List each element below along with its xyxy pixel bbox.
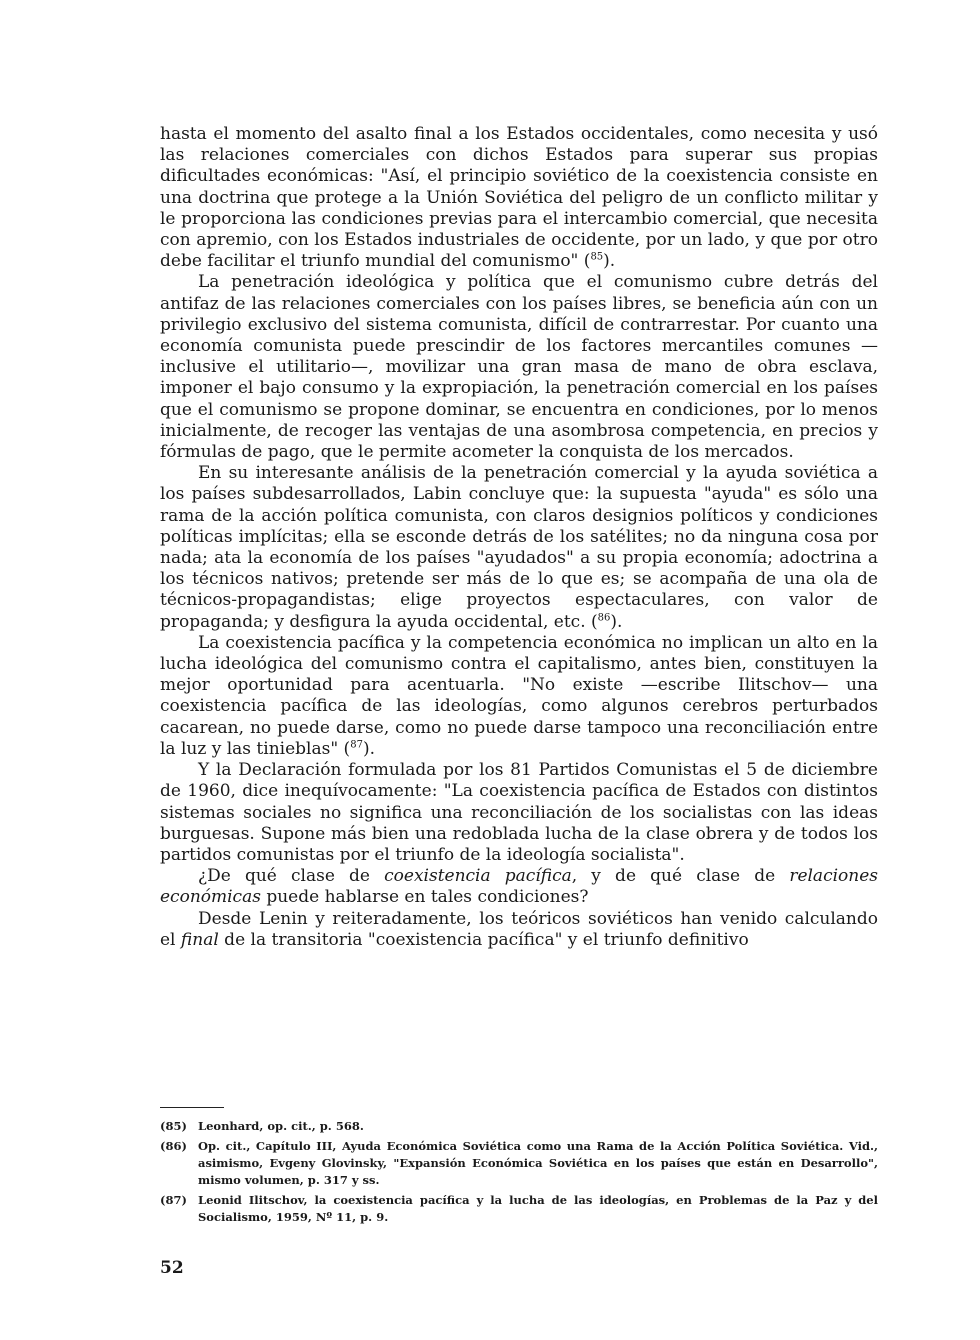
footnote-divider [160, 1107, 224, 1108]
footnote [160, 1138, 878, 1189]
paragraph: La coexistencia pacífica y la competencia económica no implican un alto en la lucha ideológica del comunismo contra el capitalismo, antes bien, constituyen la mejor oportunidad para acentuarla. "No existe —escribe Ilitschov— una coexistencia pacífica de las ideologías, como algunos cerebros perturbados cacarean, no puede darse, como no puede darse tampoco una reconciliación entre la luz y las tinieblas" ($^{87}$). [160, 632, 878, 759]
paragraph: ¿De qué clase de coexistencia pacífica, y de qué clase de relaciones económicas puede hablarse en tales condiciones? [160, 866, 878, 908]
footnote-number: (86) [160, 1139, 187, 1153]
footnote-number: (85) [160, 1119, 187, 1133]
footnote [160, 1192, 878, 1226]
footnote-text: Leonhard, op. cit., p. 568. [198, 1119, 364, 1133]
paragraph: hasta el momento del asalto final a los Estados occidentales, como necesita y usó las relaciones comerciales con dichos Estados para superar sus propias dificultades económicas: "Así, el principio soviético de la coexistencia consiste en una doctrina que protege a la Unión Soviética del peligro de un conflicto militar y le proporciona las condiciones previas para el intercambio comercial, que necesita con apremio, con los Estados industriales de occidente, por un lado, y que por otro debe facilitar el triunfo mundial del comunismo" ($^{85}$). [160, 124, 878, 272]
footnote-ref: 85 [590, 251, 604, 263]
footnote [160, 1118, 878, 1135]
paragraph: La penetración ideológica y política que el comunismo cubre detrás del antifaz de las relaciones comerciales con los países libres, se beneficia aún con un privilegio exclusivo del sistema comunista, difícil de contrarrestar. Por cuanto una economía comunista puede prescindir de los factores mercantiles comunes —inclusive el utilitario—, movilizar una gran masa de mano de obra esclava, imponer el bajo consumo y la expropiación, la penetración comercial en los países que el comunismo se propone dominar, se encuentra en condiciones, por lo menos inicialmente, de recoger las ventajas de una asombrosa competencia, en precios y fórmulas de pago, que le permite acometer la conquista de los mercados. [160, 272, 878, 463]
footnote-ref: 87 [350, 739, 363, 751]
footnotes [160, 1118, 878, 1229]
footnote-number: (87) [160, 1193, 187, 1207]
page-number: 52 [160, 1258, 184, 1278]
footnote-ref: 86 [597, 612, 611, 624]
footnote-text: Op. cit., Capítulo III, Ayuda Económica Soviética como una Rama de la Acción Política Soviética. Vid., asimismo, Evgeny Glovinsky, "Expansión Económica Soviética en los países que están en Desarrollo", mismo volumen, p. 317 y ss. [198, 1139, 878, 1187]
paragraph: Desde Lenin y reiteradamente, los teóricos soviéticos han venido calculando el final de la transitoria "coexistencia pacífica" y el triunfo definitivo [160, 908, 878, 950]
paragraph: Y la Declaración formulada por los 81 Partidos Comunistas el 5 de diciembre de 1960, dice inequívocamente: "La coexistencia pacífica de Estados con distintos sistemas sociales no significa una reconciliación de los socialistas con las ideas burguesas. Supone más bien una redoblada lucha de la clase obrera y de todos los partidos comunistas por el triunfo de la ideología socialista". [160, 760, 878, 865]
paragraph: En su interesante análisis de la penetración comercial y la ayuda soviética a los países subdesarrollados, Labin concluye que: la supuesta "ayuda" es sólo una rama de la acción política comunista, con claros designios políticos y condiciones políticas implícitas; ella se esconde detrás de los satélites; no da ninguna cosa por nada; ata la economía de los países "ayudados" a su propia economía; adoctrina a los técnicos nativos; pretende ser más de lo que es; se acompaña de una ola de técnicos-propagandistas; elige proyectos espectaculares, con valor de propaganda; y desfigura la ayuda occidental, etc. ($^{86}$). [160, 463, 878, 632]
footnote-text: Leonid Ilitschov, la coexistencia pacífica y la lucha de las ideologías, en Problemas de la Paz y del Socialismo, 1959, Nº 11, p. 9. [198, 1193, 878, 1224]
body-text [160, 124, 878, 951]
